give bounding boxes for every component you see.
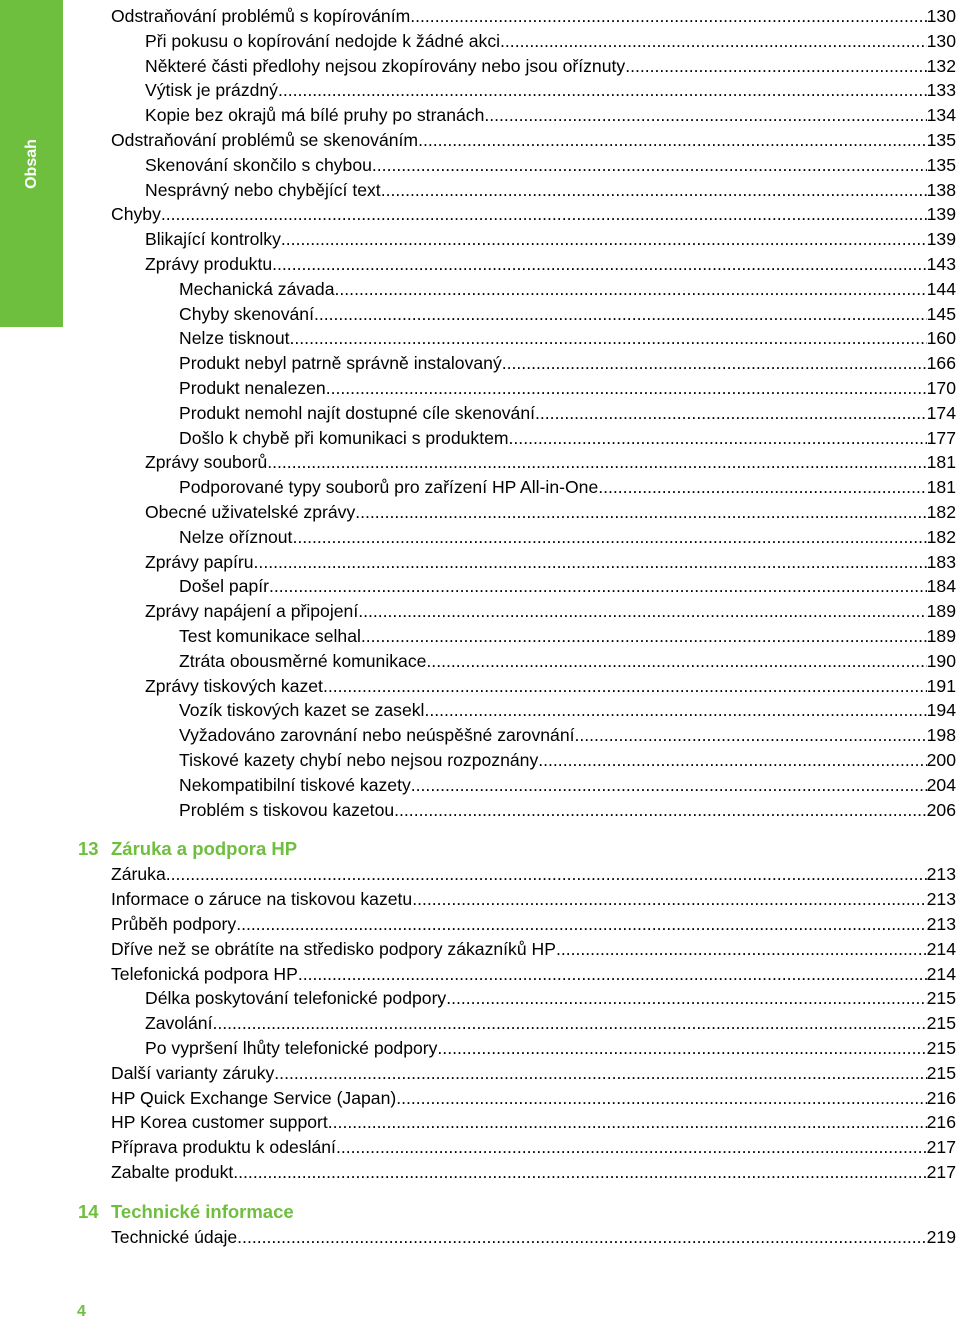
toc-entry-title: Délka poskytování telefonické podpory: [145, 988, 447, 1009]
toc-entry[interactable]: [145, 674, 956, 698]
toc-entry-page: 170: [926, 378, 956, 398]
toc-entry-title: Zavolání: [145, 1013, 213, 1034]
dot-leader: [269, 574, 927, 598]
toc-entry[interactable]: [179, 698, 956, 722]
dot-leader: [236, 912, 926, 936]
toc-entry[interactable]: [145, 252, 956, 276]
toc-entry-title: Odstraňování problémů se skenováním: [111, 130, 419, 150]
toc-entry[interactable]: [145, 986, 956, 1010]
toc-entry-page: 213: [926, 889, 956, 910]
toc-entry-page: 174: [926, 402, 956, 423]
toc-entry[interactable]: [111, 1110, 956, 1134]
chapter-title: Záruka a podpora HP: [111, 838, 298, 860]
toc-entry[interactable]: [145, 550, 956, 574]
toc-entry-page: 217: [926, 1162, 956, 1182]
dot-leader: [446, 986, 926, 1010]
toc-entry-title: Nelze tisknout: [179, 328, 290, 349]
toc-entry[interactable]: [145, 54, 956, 78]
dot-leader: [625, 54, 926, 78]
chapter-heading: [78, 836, 297, 862]
toc-entry-title: Kopie bez okrajů má bílé pruhy po stranách: [145, 105, 485, 126]
toc-entry-title: HP Korea customer support: [111, 1112, 328, 1133]
toc-entry-page: 132: [926, 55, 956, 76]
dot-leader: [535, 401, 927, 425]
dot-leader: [355, 500, 926, 524]
toc-entry-title: Obecné uživatelské zprávy: [145, 502, 356, 522]
toc-entry[interactable]: [179, 773, 956, 797]
dot-leader: [237, 1225, 926, 1249]
toc-entry-title: Tiskové kazety chybí nebo nejsou rozpoznány: [179, 750, 539, 770]
dot-leader: [556, 937, 927, 961]
toc-entry-page: 200: [926, 750, 956, 770]
toc-entry[interactable]: [179, 376, 956, 400]
toc-entry-page: 217: [926, 1137, 956, 1158]
dot-leader: [598, 475, 926, 499]
dot-leader: [381, 178, 927, 202]
toc-entry-page: 215: [926, 988, 956, 1009]
toc-entry[interactable]: [179, 401, 956, 425]
toc-entry-title: Technické údaje: [111, 1226, 238, 1247]
dot-leader: [394, 798, 927, 822]
dot-leader: [411, 773, 927, 797]
chapter-heading: [78, 1199, 294, 1225]
toc-entry[interactable]: [179, 475, 956, 499]
toc-entry-title: Dříve než se obrátíte na středisko podpory zákazníků HP: [111, 938, 556, 959]
toc-entry-page: 215: [926, 1013, 956, 1034]
dot-leader: [575, 723, 927, 747]
toc-entry-page: 143: [926, 254, 956, 274]
toc-entry[interactable]: [179, 426, 956, 450]
dot-leader: [274, 1061, 926, 1085]
toc-entry[interactable]: [145, 1011, 956, 1035]
dot-leader: [267, 450, 926, 474]
toc-entry-page: 181: [926, 477, 956, 498]
toc-entry-page: 182: [926, 502, 956, 522]
toc-entry[interactable]: [145, 78, 956, 102]
toc-entry-page: 206: [926, 799, 956, 820]
toc-entry[interactable]: [145, 103, 956, 127]
dot-leader: [424, 698, 926, 722]
toc-entry-title: Chyby: [111, 204, 161, 225]
toc-entry-page: 214: [926, 938, 956, 959]
toc-entry-page: 214: [926, 963, 956, 984]
toc-entry-page: 190: [926, 650, 956, 671]
dot-leader: [314, 302, 927, 326]
dot-leader: [412, 887, 926, 911]
dot-leader: [292, 525, 926, 549]
toc-entry-page: 166: [926, 353, 956, 374]
toc-entry[interactable]: [179, 302, 956, 326]
toc-entry-page: 204: [926, 774, 956, 795]
toc-entry[interactable]: [179, 649, 956, 673]
toc-entry-title: Ztráta obousměrné komunikace: [179, 650, 427, 671]
toc-entry[interactable]: [145, 227, 956, 251]
toc-entry-title: Příprava produktu k odeslání: [111, 1137, 336, 1158]
dot-leader: [361, 624, 927, 648]
toc-entry[interactable]: [111, 1061, 956, 1085]
toc-entry[interactable]: [179, 723, 956, 747]
toc-entry-title: Chyby skenování: [179, 303, 314, 324]
toc-entry-title: Test komunikace selhal: [179, 626, 361, 646]
toc-entry-title: Zprávy produktu: [145, 254, 273, 274]
chapter-title: Technické informace: [111, 1200, 294, 1222]
toc-entry-title: Některé části předlohy nejsou zkopírovány nebo jsou oříznuty: [145, 55, 626, 76]
dot-leader: [437, 1036, 926, 1060]
dot-leader: [323, 674, 927, 698]
toc-entry-page: 194: [926, 700, 956, 721]
toc-entry[interactable]: [111, 4, 956, 28]
toc-entry-title: Došlo k chybě při komunikaci s produktem: [179, 427, 509, 448]
toc-entry[interactable]: [145, 599, 956, 623]
dot-leader: [418, 128, 927, 152]
dot-leader: [298, 962, 927, 986]
toc-entry-page: 135: [926, 130, 956, 150]
toc-entry-page: 181: [926, 452, 956, 473]
dot-leader: [502, 351, 927, 375]
toc-entry[interactable]: [111, 202, 956, 226]
toc-entry-page: 133: [926, 80, 956, 101]
toc-entry-page: 183: [926, 551, 956, 572]
toc-entry-page: 135: [926, 154, 956, 175]
toc-entry[interactable]: [111, 1160, 956, 1184]
toc-entry-title: Nekompatibilní tiskové kazety: [179, 774, 411, 795]
toc-entry-page: 144: [926, 278, 956, 299]
chapter-number: 14: [78, 1200, 99, 1222]
dot-leader: [484, 103, 926, 127]
dot-leader: [505, 29, 927, 53]
toc-entry-title: Zabalte produkt: [111, 1162, 234, 1182]
toc-entry[interactable]: [111, 128, 956, 152]
toc-entry[interactable]: [111, 862, 956, 886]
toc-entry[interactable]: [145, 1036, 956, 1060]
toc-entry[interactable]: [179, 326, 956, 350]
toc-entry-page: 139: [926, 229, 956, 250]
toc-entry-title: Vozík tiskových kazet se zasekl: [179, 700, 425, 721]
toc-entry-title: Produkt nebyl patrně správně instalovaný: [179, 353, 502, 374]
toc-entry-title: Skenování skončilo s chybou: [145, 154, 372, 175]
toc-entry-page: 182: [926, 526, 956, 547]
toc-entry-title: Produkt nenalezen: [179, 378, 326, 398]
toc-entry-title: Podporované typy souborů pro zařízení HP All-in-One: [179, 477, 599, 498]
toc-entry-title: Informace o záruce na tiskovou kazetu: [111, 889, 413, 910]
toc-entry-title: Zprávy napájení a připojení: [145, 601, 359, 622]
toc-entry[interactable]: [111, 887, 956, 911]
dot-leader: [281, 227, 927, 251]
toc-entry[interactable]: [111, 1135, 956, 1159]
dot-leader: [272, 252, 927, 276]
toc-entry[interactable]: [179, 748, 956, 772]
page-number: 4: [77, 1303, 86, 1320]
toc-entry[interactable]: [145, 29, 956, 53]
dot-leader: [396, 1086, 926, 1110]
dot-leader: [410, 4, 926, 28]
toc-entry-title: Mechanická závada: [179, 278, 335, 299]
toc-entry-title: Průběh podpory: [111, 914, 237, 934]
toc-entry-title: Nelze oříznout: [179, 526, 293, 547]
dot-leader: [166, 862, 927, 886]
toc-entry-page: 189: [926, 601, 956, 622]
dot-leader: [254, 550, 927, 574]
toc-entry-page: 130: [926, 6, 956, 26]
dot-leader: [509, 426, 927, 450]
toc-entry-title: Zprávy souborů: [145, 452, 268, 473]
toc-entry[interactable]: [179, 351, 956, 375]
toc-entry-page: 213: [926, 864, 956, 885]
toc-entry[interactable]: [145, 153, 956, 177]
toc-entry-page: 139: [926, 204, 956, 225]
toc-entry-title: Nesprávný nebo chybějící text: [145, 179, 381, 200]
toc-entry-page: 138: [926, 179, 956, 200]
toc-entry-title: Vyžadováno zarovnání nebo neúspěšné zarovnání: [179, 725, 575, 746]
toc-entry[interactable]: [111, 1086, 956, 1110]
toc-entry[interactable]: [111, 912, 956, 936]
toc-entry[interactable]: [111, 1225, 956, 1249]
toc-entry-page: 216: [926, 1112, 956, 1133]
toc-entry[interactable]: [179, 277, 956, 301]
dot-leader: [372, 153, 927, 177]
toc-entry-title: Zprávy tiskových kazet: [145, 675, 323, 696]
side-tab-label: Obsah: [22, 138, 40, 189]
toc-entry-page: 215: [926, 1038, 956, 1058]
toc-entry-title: Výtisk je prázdný: [145, 80, 278, 101]
toc-entry[interactable]: [111, 962, 956, 986]
toc-entry-page: 191: [926, 675, 956, 696]
dot-leader: [290, 326, 927, 350]
toc-entry-title: Zprávy papíru: [145, 551, 254, 572]
toc-entry-page: 134: [926, 105, 956, 126]
toc-entry-title: Po vypršení lhůty telefonické podpory: [145, 1038, 438, 1058]
toc-entry-page: 213: [926, 914, 956, 934]
toc-entry[interactable]: [111, 937, 956, 961]
toc-entry[interactable]: [179, 525, 956, 549]
toc-entry[interactable]: [179, 798, 956, 822]
dot-leader: [426, 649, 926, 673]
dot-leader: [161, 202, 927, 226]
toc-entry-title: Došel papír: [179, 576, 269, 597]
toc-entry[interactable]: [179, 624, 956, 648]
toc-entry-title: Další varianty záruky: [111, 1062, 275, 1083]
toc-entry[interactable]: [145, 178, 956, 202]
toc-entry-title: Blikající kontrolky: [145, 229, 281, 250]
toc-entry-page: 184: [926, 576, 956, 597]
toc-entry-title: Problém s tiskovou kazetou: [179, 799, 395, 820]
toc-entry[interactable]: [179, 574, 956, 598]
dot-leader: [233, 1160, 926, 1184]
toc-entry-title: Odstraňování problémů s kopírováním: [111, 6, 411, 26]
toc-entry-page: 177: [926, 427, 956, 448]
chapter-number: 13: [78, 838, 99, 860]
toc-entry-title: Záruka: [111, 864, 166, 885]
dot-leader: [278, 78, 927, 102]
toc-entry-page: 216: [926, 1087, 956, 1108]
toc-entry-page: 219: [926, 1226, 956, 1247]
dot-leader: [538, 748, 926, 772]
dot-leader: [328, 1110, 927, 1134]
toc-entry[interactable]: [145, 450, 956, 474]
dot-leader: [358, 599, 926, 623]
dot-leader: [335, 277, 927, 301]
toc-entry-page: 145: [926, 303, 956, 324]
toc-entry-page: 160: [926, 328, 956, 349]
toc-entry-page: 189: [926, 626, 956, 646]
dot-leader: [212, 1011, 926, 1035]
toc-entry-title: Telefonická podpora HP: [111, 963, 298, 984]
toc-entry-page: 130: [926, 30, 956, 51]
side-tab-label-wrap: [0, 0, 63, 327]
toc-entry-page: 198: [926, 725, 956, 746]
toc-entry-title: Při pokusu o kopírování nedojde k žádné akci.: [145, 30, 505, 51]
toc-entry[interactable]: [145, 500, 956, 524]
toc-entry-page: 215: [926, 1062, 956, 1083]
toc-entry-title: Produkt nemohl najít dostupné cíle skenování: [179, 402, 536, 423]
toc-entry-title: HP Quick Exchange Service (Japan): [111, 1087, 397, 1108]
dot-leader: [326, 376, 927, 400]
dot-leader: [336, 1135, 927, 1159]
